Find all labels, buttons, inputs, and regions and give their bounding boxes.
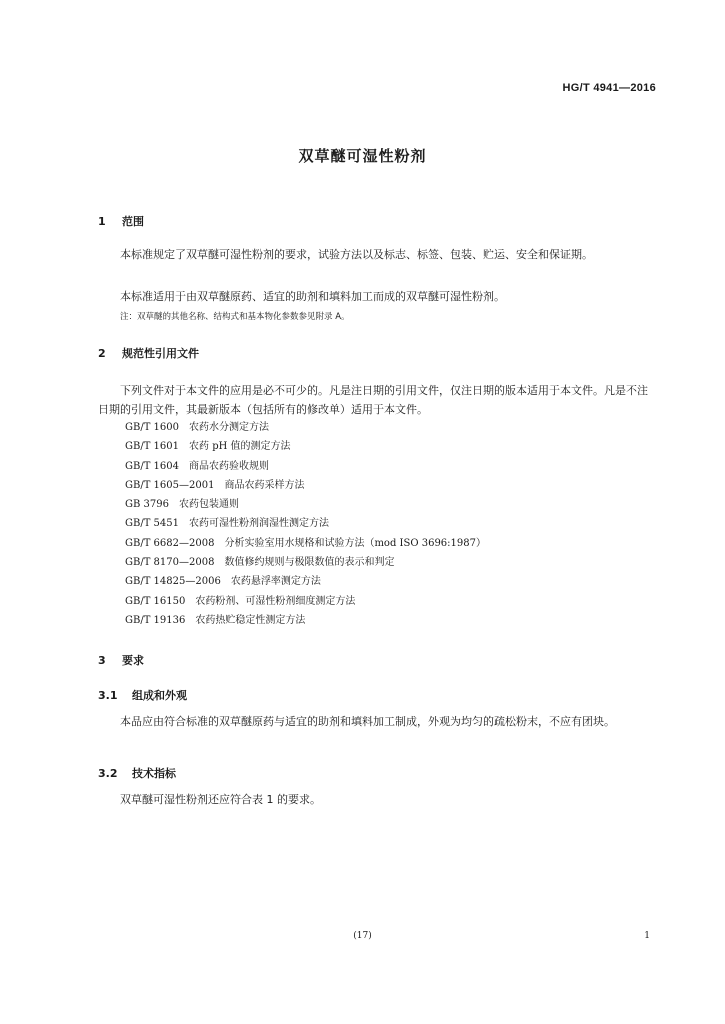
reference-item xyxy=(125,592,486,611)
reference-code: GB/T 19136 xyxy=(125,614,186,626)
reference-title: 农药 pH 值的测定方法 xyxy=(189,441,291,453)
reference-item xyxy=(125,514,486,533)
section-3-number: 3 xyxy=(98,654,106,667)
reference-title: 分析实验室用水规格和试验方法（mod ISO 3696:1987） xyxy=(224,537,486,549)
reference-title: 商品农药采样方法 xyxy=(224,479,305,491)
reference-item xyxy=(125,418,486,437)
reference-code: GB/T 16150 xyxy=(125,595,186,607)
reference-title: 农药水分测定方法 xyxy=(189,422,270,433)
reference-title: 农药可湿性粉剂润湿性测定方法 xyxy=(189,518,330,530)
reference-title: 农药粉剂、可湿性粉剂细度测定方法 xyxy=(195,595,356,607)
section-1-number: 1 xyxy=(98,215,106,228)
section-3-2-title: 技术指标 xyxy=(132,767,176,780)
reference-item xyxy=(125,437,486,456)
section-3-2-heading xyxy=(98,765,176,781)
reference-code: GB/T 1604 xyxy=(125,460,180,472)
reference-title: 农药悬浮率测定方法 xyxy=(230,576,321,588)
section-3-1-number: 3.1 xyxy=(98,689,118,702)
reference-code: GB/T 8170—2008 xyxy=(125,557,215,569)
reference-item xyxy=(125,572,486,591)
section-2-heading xyxy=(98,345,199,361)
reference-item xyxy=(125,611,486,630)
page-number-right: 1 xyxy=(644,931,650,941)
reference-item xyxy=(125,476,486,495)
reference-title: 数值修约规则与极限数值的表示和判定 xyxy=(224,557,395,569)
reference-title: 商品农药验收规则 xyxy=(189,460,270,472)
reference-item xyxy=(125,495,486,514)
document-title: 双草醚可湿性粉剂 xyxy=(298,147,427,165)
section-3-1-title: 组成和外观 xyxy=(132,689,187,702)
reference-title: 农药包装通则 xyxy=(178,499,239,511)
section-2-paragraph-1: 下列文件对于本文件的应用是必不可少的。凡是注日期的引用文件，仅注日期的版本适用于本文件。凡是不注日期的引用文件，其最新版本（包括所有的修改单）适用于本文件。 xyxy=(98,384,648,416)
section-1-paragraph-2: 本标准适用于由双草醚原药、适宜的助剂和填料加工而成的双草醚可湿性粉剂。 xyxy=(120,290,505,303)
section-3-1-heading xyxy=(98,687,187,703)
reference-item xyxy=(125,534,486,553)
reference-code: GB 3796 xyxy=(125,499,169,511)
section-3-2-paragraph: 双草醚可湿性粉剂还应符合表 1 的要求。 xyxy=(120,793,321,806)
section-3-heading xyxy=(98,652,144,668)
standard-code: HG/T 4941—2016 xyxy=(562,82,656,94)
reference-code: GB/T 6682—2008 xyxy=(125,537,215,549)
reference-code: GB/T 5451 xyxy=(125,518,180,530)
reference-title: 农药热贮稳定性测定方法 xyxy=(195,614,306,626)
section-1-note: 注：双草醚的其他名称、结构式和基本物化参数参见附录 A。 xyxy=(120,312,350,322)
section-2-title: 规范性引用文件 xyxy=(122,347,199,360)
reference-code: GB/T 1605—2001 xyxy=(125,479,215,491)
page-number-center: (17) xyxy=(353,931,372,941)
section-3-title: 要求 xyxy=(122,654,144,667)
section-3-2-number: 3.2 xyxy=(98,767,118,780)
reference-code: GB/T 14825—2006 xyxy=(125,576,221,588)
reference-item xyxy=(125,457,486,476)
section-1-paragraph-1: 本标准规定了双草醚可湿性粉剂的要求，试验方法以及标志、标签、包装、贮运、安全和保证期。 xyxy=(120,248,593,261)
section-1-title: 范围 xyxy=(122,215,144,228)
section-1-heading xyxy=(98,213,144,229)
normative-reference-list xyxy=(125,418,486,630)
reference-code: GB/T 1601 xyxy=(125,441,180,453)
reference-item xyxy=(125,553,486,572)
reference-code: GB/T 1600 xyxy=(125,422,180,433)
section-3-1-paragraph: 本品应由符合标准的双草醚原药与适宜的助剂和填料加工制成，外观为均匀的疏松粉末，不应有团块。 xyxy=(120,715,615,728)
section-2-number: 2 xyxy=(98,347,106,360)
